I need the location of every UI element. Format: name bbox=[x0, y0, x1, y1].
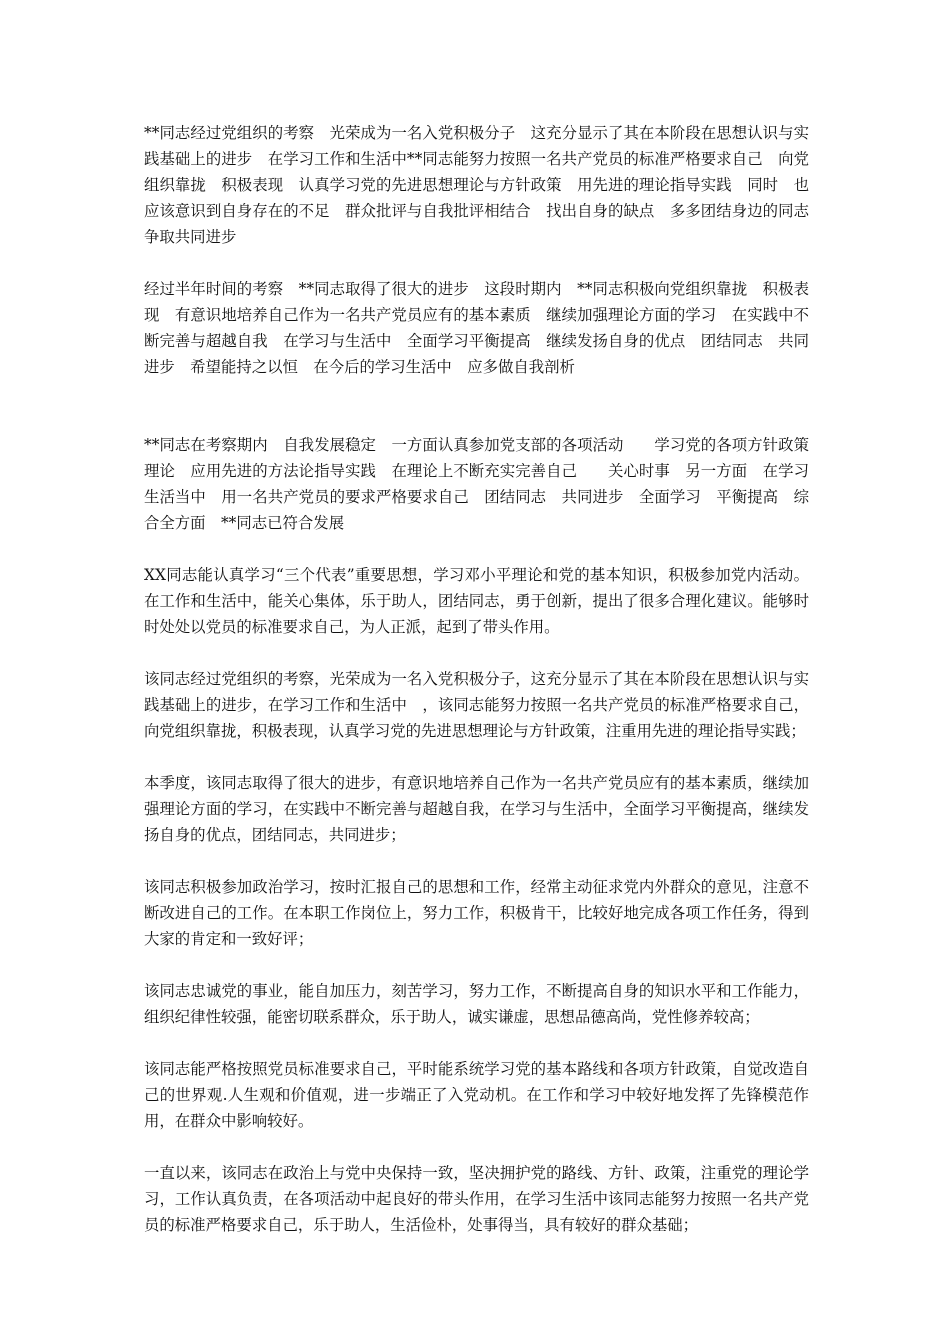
paragraph-8: 该同志忠诚党的事业，能自加压力，刻苦学习，努力工作，不断提高自身的知识水平和工作能力，组织纪律性较强，能密切联系群众，乐于助人，诚实谦虚，思想品德高尚，党性修养较高； bbox=[144, 982, 809, 1026]
document-body bbox=[144, 120, 825, 1264]
paragraph-5: 该同志经过党组织的考察，光荣成为一名入党积极分子，这充分显示了其在本阶段在思想认识与实践基础上的进步，在学习工作和生活中 ，该同志能努力按照一名共产党员的标准严格要求自己，向党组织靠拢，积极表现，认真学习党的先进思想理论与方针政策，注重用先进的理论指导实践； bbox=[144, 670, 809, 740]
paragraph-7: 该同志积极参加政治学习，按时汇报自己的思想和工作，经常主动征求党内外群众的意见，注意不断改进自己的工作。在本职工作岗位上，努力工作，积极肯干，比较好地完成各项工作任务，得到大家的肯定和一致好评； bbox=[144, 878, 809, 948]
paragraph-4: XX同志能认真学习“三个代表”重要思想，学习邓小平理论和党的基本知识，积极参加党内活动。在工作和生活中，能关心集体，乐于助人，团结同志，勇于创新，提出了很多合理化建议。能够时时处处以党员的标准要求自己，为人正派，起到了带头作用。 bbox=[144, 566, 809, 636]
paragraph-3: **同志在考察期内 自我发展稳定 一方面认真参加党支部的各项活动 学习党的各项方针政策理论 应用先进的方法论指导实践 在理论上不断充实完善自己 关心时事 另一方面 在学习生活当中 用一名共产党员的要求严格要求自己 团结同志 共同进步 全面学习 平衡提高 综合全方面 **同志已符合发展 bbox=[144, 436, 809, 532]
paragraph-1: **同志经过党组织的考察 光荣成为一名入党积极分子 这充分显示了其在本阶段在思想认识与实践基础上的进步 在学习工作和生活中**同志能努力按照一名共产党员的标准严格要求自己 向党组织靠拢 积极表现 认真学习党的先进思想理论与方针政策 用先进的理论指导实践 同时 也应该意识到自身存在的不足 群众批评与自我批评相结合 找出自身的缺点 多多团结身边的同志 争取共同进步 bbox=[144, 124, 825, 246]
paragraph-6: 本季度，该同志取得了很大的进步，有意识地培养自己作为一名共产党员应有的基本素质，继续加强理论方面的学习，在实践中不断完善与超越自我，在学习与生活中，全面学习平衡提高，继续发扬自身的优点，团结同志，共同进步； bbox=[144, 774, 809, 844]
paragraph-10: 一直以来，该同志在政治上与党中央保持一致，坚决拥护党的路线、方针、政策，注重党的理论学习，工作认真负责，在各项活动中起良好的带头作用，在学习生活中该同志能努力按照一名共产党员的标准严格要求自己，乐于助人，生活俭朴，处事得当，具有较好的群众基础； bbox=[144, 1164, 809, 1234]
paragraph-2: 经过半年时间的考察 **同志取得了很大的进步 这段时期内 **同志积极向党组织靠拢 积极表现 有意识地培养自己作为一名共产党员应有的基本素质 继续加强理论方面的学习 在实践中不断完善与超越自我 在学习与生活中 全面学习平衡提高 继续发扬自身的优点 团结同志 共同进步 希望能持之以恒 在今后的学习生活中 应多做自我剖析 bbox=[144, 280, 809, 376]
paragraph-9: 该同志能严格按照党员标准要求自己，平时能系统学习党的基本路线和各项方针政策，自觉改造自己的世界观.人生观和价值观，进一步端正了入党动机。在工作和学习中较好地发挥了先锋模范作用，在群众中影响较好。 bbox=[144, 1060, 809, 1130]
